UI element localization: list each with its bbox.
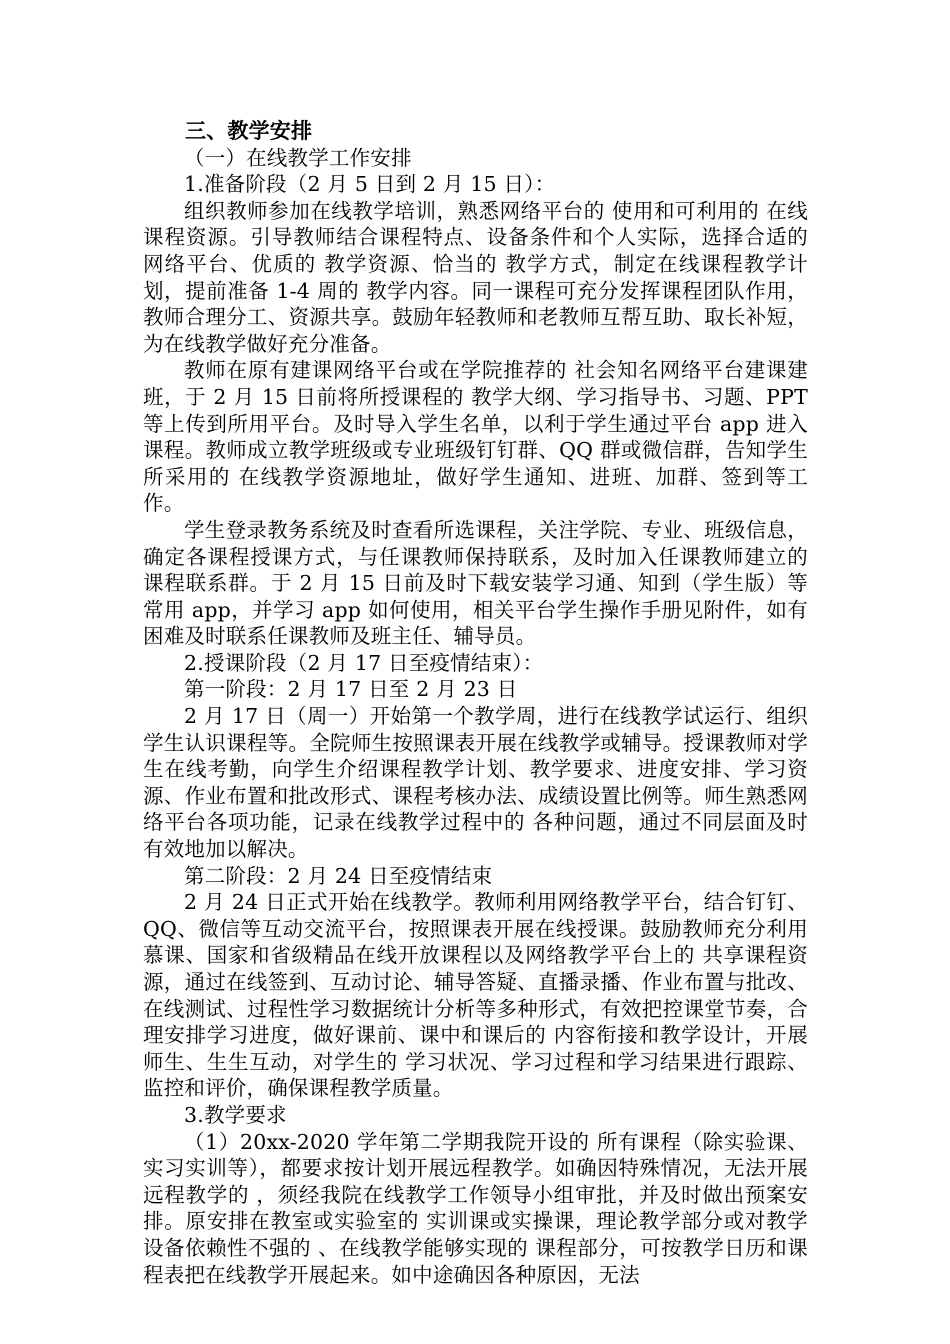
- phase1-title: 第一阶段：2 月 17 日至 2 月 23 日: [184, 677, 518, 702]
- phase2-title: 第二阶段：2 月 24 日至疫情结束: [184, 863, 493, 888]
- phase1-paragraph: 2 月 17 日（周一）开始第一个教学周，进行在线教学试运行、组织学生认识课程等。全院师生按照课表开展在线教学或辅导。授课教师对学生在线考勤，向学生介绍课程教学计划、教学要求、进度安排、学习资源、作业布置和批改形式、课程考核办法、成绩设置比例等。师生熟悉网络平台各项功能，记录在线教学过程中的 各种问题，通过不同层面及时有效地加以解决。: [143, 704, 808, 862]
- document-page: [143, 118, 808, 1288]
- section-heading: 三、教学安排: [185, 118, 313, 143]
- phase2-paragraph: 2 月 24 日正式开始在线教学。教师利用网络教学平台，结合钉钉、QQ、微信等互动交流平台，按照课表开展在线授课。鼓励教师充分利用慕课、国家和省级精品在线开放课程以及网络教学平台上的 共享课程资源，通过在线签到、互动讨论、辅导答疑、直播录播、作业布置与批改、在线测试、过程性学习数据统计分析等多种形式，有效把控课堂节奏，合理安排学习进度，做好课前、课中和课后的 内容衔接和教学设计，开展师生、生生互动，对学生的 学习状况、学习过程和学习结果进行跟踪、监控和评价，确保课程教学质量。: [143, 890, 808, 1101]
- requirements-title: 3.教学要求: [184, 1102, 287, 1127]
- stage1-paragraph-2: 教师在原有建课网络平台或在学院推荐的 社会知名网络平台建课建班，于 2 月 15 日前将所授课程的 教学大纲、学习指导书、习题、PPT 等上传到所用平台。及时导入学生名单，以利于学生通过平台 app 进入课程。教师成立教学班级或专业班级钉钉群、QQ 群或微信群，告知学生所采用的 在线教学资源地址，做好学生通知、进班、加群、签到等工作。: [143, 358, 808, 516]
- stage1-title: 1.准备阶段（2 月 5 日到 2 月 15 日）：: [184, 172, 556, 197]
- subsection-heading: （一）在线教学工作安排: [184, 145, 412, 170]
- stage1-paragraph-1: 组织教师参加在线教学培训，熟悉网络平台的 使用和可利用的 在线课程资源。引导教师结合课程特点、设备条件和个人实际，选择合适的 网络平台、优质的 教学资源、恰当的 教学方式，制定在线课程教学计划，提前准备 1-4 周的 教学内容。同一课程可充分发挥课程团队作用，教师合理分工、资源共享。鼓励年轻教师和老教师互帮互助、取长补短，为在线教学做好充分准备。: [143, 198, 808, 356]
- stage1-paragraph-3: 学生登录教务系统及时查看所选课程，关注学院、专业、班级信息，确定各课程授课方式，与任课教师保持联系，及时加入任课教师建立的 课程联系群。于 2 月 15 日前及时下载安装学习通、知到（学生版）等常用 app，并学习 app 如何使用，相关平台学生操作手册见附件，如有困难及时联系任课教师及班主任、辅导员。: [143, 517, 808, 649]
- requirements-paragraph-1: （1）20xx-2020 学年第二学期我院开设的 所有课程（除实验课、实习实训等），都要求按计划开展远程教学。如确因特殊情况，无法开展远程教学的 ，须经我院在线教学工作领导小组审批，并及时做出预案安排。原安排在教室或实验室的 实训课或实操课，理论教学部分或对教学设备依赖性不强的 、在线教学能够实现的 课程部分，可按教学日历和课程表把在线教学开展起来。如中途确因各种原因，无法: [143, 1129, 808, 1287]
- stage2-title: 2.授课阶段（2 月 17 日至疫情结束）：: [184, 650, 544, 675]
